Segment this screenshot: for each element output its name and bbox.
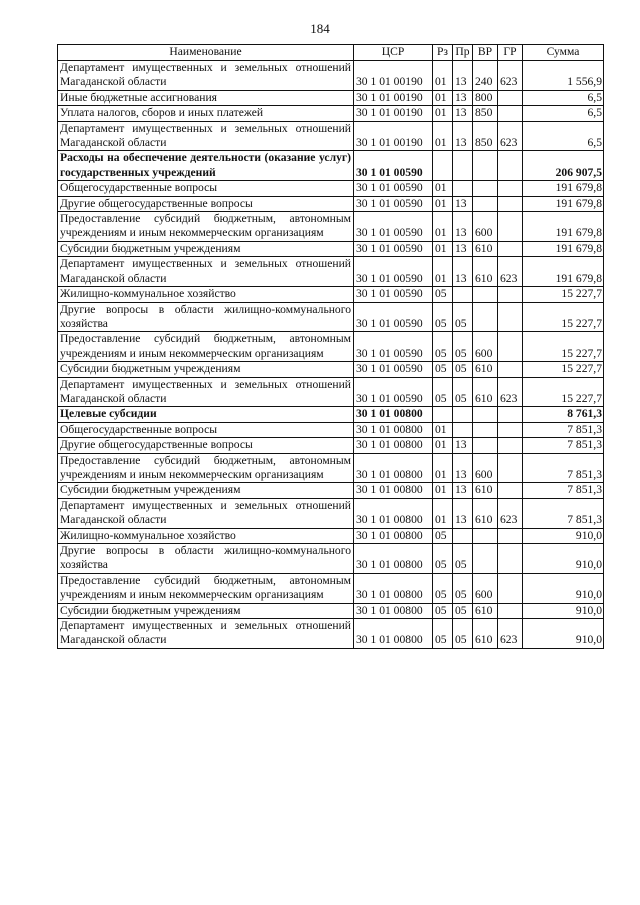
cell-rz: 05	[433, 573, 453, 603]
cell-gr	[498, 212, 523, 242]
cell-vr: 800	[473, 90, 498, 105]
cell-pr	[453, 422, 473, 437]
cell-sum: 7 851,3	[523, 422, 604, 437]
cell-csr: 30 1 01 00800	[354, 453, 433, 483]
cell-name: Общегосударственные вопросы	[58, 181, 354, 196]
cell-sum: 6,5	[523, 90, 604, 105]
cell-sum: 8 761,3	[523, 407, 604, 422]
cell-gr: 623	[498, 498, 523, 528]
cell-name: Общегосударственные вопросы	[58, 422, 354, 437]
cell-gr	[498, 90, 523, 105]
table-row	[58, 61, 604, 91]
cell-name: Департамент имущественных и земельных отношений Магаданской области	[58, 619, 354, 649]
cell-pr	[453, 407, 473, 422]
cell-rz: 01	[433, 241, 453, 256]
cell-name: Жилищно-коммунальное хозяйство	[58, 287, 354, 302]
cell-csr: 30 1 01 00800	[354, 544, 433, 574]
cell-rz: 01	[433, 422, 453, 437]
table-row	[58, 483, 604, 498]
cell-vr: 850	[473, 121, 498, 151]
cell-csr: 30 1 01 00800	[354, 603, 433, 618]
cell-pr	[453, 528, 473, 543]
cell-vr: 600	[473, 573, 498, 603]
table-row	[58, 377, 604, 407]
cell-pr: 13	[453, 453, 473, 483]
header-rz: Рз	[433, 45, 453, 61]
cell-pr: 13	[453, 106, 473, 121]
cell-pr: 05	[453, 332, 473, 362]
cell-vr: 610	[473, 362, 498, 377]
cell-pr	[453, 181, 473, 196]
cell-pr: 05	[453, 544, 473, 574]
cell-vr: 850	[473, 106, 498, 121]
cell-rz: 01	[433, 257, 453, 287]
cell-name: Другие общегосударственные вопросы	[58, 438, 354, 453]
cell-name: Иные бюджетные ассигнования	[58, 90, 354, 105]
cell-vr: 600	[473, 332, 498, 362]
cell-gr	[498, 332, 523, 362]
cell-vr: 610	[473, 377, 498, 407]
cell-pr: 05	[453, 362, 473, 377]
table-row	[58, 181, 604, 196]
cell-csr: 30 1 01 00800	[354, 573, 433, 603]
table-row	[58, 151, 604, 181]
table-row	[58, 407, 604, 422]
cell-sum: 191 679,8	[523, 241, 604, 256]
cell-csr: 30 1 01 00800	[354, 619, 433, 649]
cell-rz: 05	[433, 544, 453, 574]
cell-sum: 7 851,3	[523, 498, 604, 528]
cell-rz: 01	[433, 438, 453, 453]
cell-csr: 30 1 01 00590	[354, 151, 433, 181]
cell-gr	[498, 453, 523, 483]
cell-sum: 910,0	[523, 603, 604, 618]
cell-sum: 15 227,7	[523, 377, 604, 407]
cell-sum: 191 679,8	[523, 196, 604, 211]
cell-pr: 13	[453, 61, 473, 91]
cell-pr: 13	[453, 498, 473, 528]
cell-vr: 600	[473, 212, 498, 242]
table-row	[58, 528, 604, 543]
cell-sum: 191 679,8	[523, 257, 604, 287]
cell-rz: 05	[433, 362, 453, 377]
cell-gr	[498, 483, 523, 498]
cell-name: Департамент имущественных и земельных отношений Магаданской области	[58, 61, 354, 91]
table-row	[58, 544, 604, 574]
page-number: 184	[310, 21, 330, 36]
cell-sum: 910,0	[523, 528, 604, 543]
cell-csr: 30 1 01 00590	[354, 377, 433, 407]
table-row	[58, 362, 604, 377]
cell-vr	[473, 528, 498, 543]
cell-pr: 13	[453, 241, 473, 256]
cell-rz: 01	[433, 453, 453, 483]
cell-name: Другие вопросы в области жилищно-коммунального хозяйства	[58, 302, 354, 332]
cell-rz: 01	[433, 212, 453, 242]
cell-rz: 01	[433, 498, 453, 528]
cell-csr: 30 1 01 00590	[354, 181, 433, 196]
cell-gr: 623	[498, 61, 523, 91]
cell-name: Предоставление субсидий бюджетным, автономным учреждениям и иным некоммерческим организациям	[58, 453, 354, 483]
table-row	[58, 90, 604, 105]
cell-name: Жилищно-коммунальное хозяйство	[58, 528, 354, 543]
cell-rz: 05	[433, 528, 453, 543]
cell-sum: 7 851,3	[523, 438, 604, 453]
cell-pr: 05	[453, 377, 473, 407]
cell-vr: 610	[473, 498, 498, 528]
cell-gr	[498, 196, 523, 211]
cell-name: Другие вопросы в области жилищно-коммунального хозяйства	[58, 544, 354, 574]
cell-name: Субсидии бюджетным учреждениям	[58, 241, 354, 256]
cell-vr: 610	[473, 619, 498, 649]
cell-sum: 15 227,7	[523, 332, 604, 362]
cell-rz	[433, 151, 453, 181]
cell-rz: 01	[433, 61, 453, 91]
cell-csr: 30 1 01 00800	[354, 498, 433, 528]
cell-rz: 01	[433, 483, 453, 498]
table-row	[58, 573, 604, 603]
cell-sum: 15 227,7	[523, 362, 604, 377]
budget-table	[57, 44, 604, 649]
table-row	[58, 438, 604, 453]
cell-gr	[498, 106, 523, 121]
cell-gr	[498, 438, 523, 453]
cell-vr	[473, 196, 498, 211]
cell-pr: 05	[453, 302, 473, 332]
cell-sum: 1 556,9	[523, 61, 604, 91]
header-pr: Пр	[453, 45, 473, 61]
table-row	[58, 287, 604, 302]
cell-csr: 30 1 01 00190	[354, 90, 433, 105]
cell-csr: 30 1 01 00590	[354, 196, 433, 211]
cell-rz	[433, 407, 453, 422]
cell-csr: 30 1 01 00590	[354, 257, 433, 287]
cell-rz: 01	[433, 181, 453, 196]
cell-sum: 191 679,8	[523, 181, 604, 196]
cell-vr: 600	[473, 453, 498, 483]
cell-sum: 15 227,7	[523, 287, 604, 302]
table-row	[58, 121, 604, 151]
cell-rz: 01	[433, 121, 453, 151]
cell-gr	[498, 603, 523, 618]
cell-csr: 30 1 01 00800	[354, 528, 433, 543]
cell-rz: 05	[433, 619, 453, 649]
header-gr: ГР	[498, 45, 523, 61]
cell-gr	[498, 573, 523, 603]
table-row	[58, 453, 604, 483]
cell-name: Департамент имущественных и земельных отношений Магаданской области	[58, 498, 354, 528]
table-row	[58, 302, 604, 332]
cell-gr: 623	[498, 377, 523, 407]
cell-vr	[473, 544, 498, 574]
cell-name: Предоставление субсидий бюджетным, автономным учреждениям и иным некоммерческим организациям	[58, 573, 354, 603]
cell-csr: 30 1 01 00590	[354, 287, 433, 302]
cell-csr: 30 1 01 00800	[354, 438, 433, 453]
cell-vr	[473, 181, 498, 196]
cell-rz: 01	[433, 106, 453, 121]
cell-gr	[498, 407, 523, 422]
cell-sum: 910,0	[523, 573, 604, 603]
cell-name: Целевые субсидии	[58, 407, 354, 422]
cell-pr: 13	[453, 483, 473, 498]
cell-pr: 13	[453, 90, 473, 105]
cell-name: Предоставление субсидий бюджетным, автономным учреждениям и иным некоммерческим организациям	[58, 212, 354, 242]
header-csr: ЦСР	[354, 45, 433, 61]
table-row	[58, 603, 604, 618]
table-row	[58, 241, 604, 256]
cell-gr	[498, 287, 523, 302]
cell-pr: 05	[453, 603, 473, 618]
cell-gr	[498, 151, 523, 181]
cell-gr	[498, 528, 523, 543]
cell-sum: 6,5	[523, 121, 604, 151]
cell-gr	[498, 544, 523, 574]
cell-csr: 30 1 01 00590	[354, 212, 433, 242]
cell-pr: 13	[453, 257, 473, 287]
cell-vr	[473, 438, 498, 453]
cell-pr: 13	[453, 438, 473, 453]
cell-rz: 05	[433, 302, 453, 332]
cell-name: Субсидии бюджетным учреждениям	[58, 483, 354, 498]
cell-vr: 610	[473, 241, 498, 256]
cell-csr: 30 1 01 00190	[354, 61, 433, 91]
cell-rz: 01	[433, 196, 453, 211]
cell-pr	[453, 287, 473, 302]
cell-sum: 910,0	[523, 544, 604, 574]
cell-sum: 7 851,3	[523, 453, 604, 483]
cell-name: Субсидии бюджетным учреждениям	[58, 603, 354, 618]
cell-pr: 05	[453, 573, 473, 603]
cell-vr	[473, 151, 498, 181]
cell-vr	[473, 287, 498, 302]
table-row	[58, 106, 604, 121]
cell-vr: 610	[473, 483, 498, 498]
cell-name: Предоставление субсидий бюджетным, автономным учреждениям и иным некоммерческим организациям	[58, 332, 354, 362]
cell-gr	[498, 181, 523, 196]
table-row	[58, 422, 604, 437]
cell-csr: 30 1 01 00800	[354, 407, 433, 422]
cell-rz: 05	[433, 287, 453, 302]
cell-gr	[498, 422, 523, 437]
cell-name: Департамент имущественных и земельных отношений Магаданской области	[58, 257, 354, 287]
cell-csr: 30 1 01 00590	[354, 332, 433, 362]
cell-sum: 15 227,7	[523, 302, 604, 332]
cell-vr	[473, 302, 498, 332]
cell-gr: 623	[498, 257, 523, 287]
header-name: Наименование	[58, 45, 354, 61]
cell-rz: 05	[433, 377, 453, 407]
cell-sum: 206 907,5	[523, 151, 604, 181]
header-vr: ВР	[473, 45, 498, 61]
cell-csr: 30 1 01 00800	[354, 422, 433, 437]
cell-sum: 191 679,8	[523, 212, 604, 242]
table-row	[58, 212, 604, 242]
cell-vr: 610	[473, 603, 498, 618]
cell-rz: 05	[433, 332, 453, 362]
cell-pr: 05	[453, 619, 473, 649]
cell-gr: 623	[498, 121, 523, 151]
table-row	[58, 196, 604, 211]
cell-gr: 623	[498, 619, 523, 649]
cell-csr: 30 1 01 00190	[354, 121, 433, 151]
cell-name: Расходы на обеспечение деятельности (оказание услуг) государственных учреждений	[58, 151, 354, 181]
table-body	[58, 61, 604, 649]
table-row	[58, 332, 604, 362]
cell-pr	[453, 151, 473, 181]
table-row	[58, 619, 604, 649]
cell-pr: 13	[453, 196, 473, 211]
table-row	[58, 257, 604, 287]
cell-csr: 30 1 01 00590	[354, 362, 433, 377]
cell-name: Другие общегосударственные вопросы	[58, 196, 354, 211]
cell-gr	[498, 241, 523, 256]
cell-sum: 6,5	[523, 106, 604, 121]
cell-gr	[498, 302, 523, 332]
cell-sum: 910,0	[523, 619, 604, 649]
cell-pr: 13	[453, 121, 473, 151]
table-header-row	[58, 45, 604, 61]
cell-csr: 30 1 01 00800	[354, 483, 433, 498]
cell-name: Департамент имущественных и земельных отношений Магаданской области	[58, 377, 354, 407]
cell-name: Субсидии бюджетным учреждениям	[58, 362, 354, 377]
cell-csr: 30 1 01 00190	[354, 106, 433, 121]
cell-vr	[473, 407, 498, 422]
cell-csr: 30 1 01 00590	[354, 302, 433, 332]
cell-rz: 05	[433, 603, 453, 618]
cell-vr: 240	[473, 61, 498, 91]
cell-name: Уплата налогов, сборов и иных платежей	[58, 106, 354, 121]
cell-vr: 610	[473, 257, 498, 287]
cell-rz: 01	[433, 90, 453, 105]
header-sum: Сумма	[523, 45, 604, 61]
cell-gr	[498, 362, 523, 377]
cell-sum: 7 851,3	[523, 483, 604, 498]
cell-csr: 30 1 01 00590	[354, 241, 433, 256]
cell-vr	[473, 422, 498, 437]
cell-pr: 13	[453, 212, 473, 242]
cell-name: Департамент имущественных и земельных отношений Магаданской области	[58, 121, 354, 151]
table-row	[58, 498, 604, 528]
